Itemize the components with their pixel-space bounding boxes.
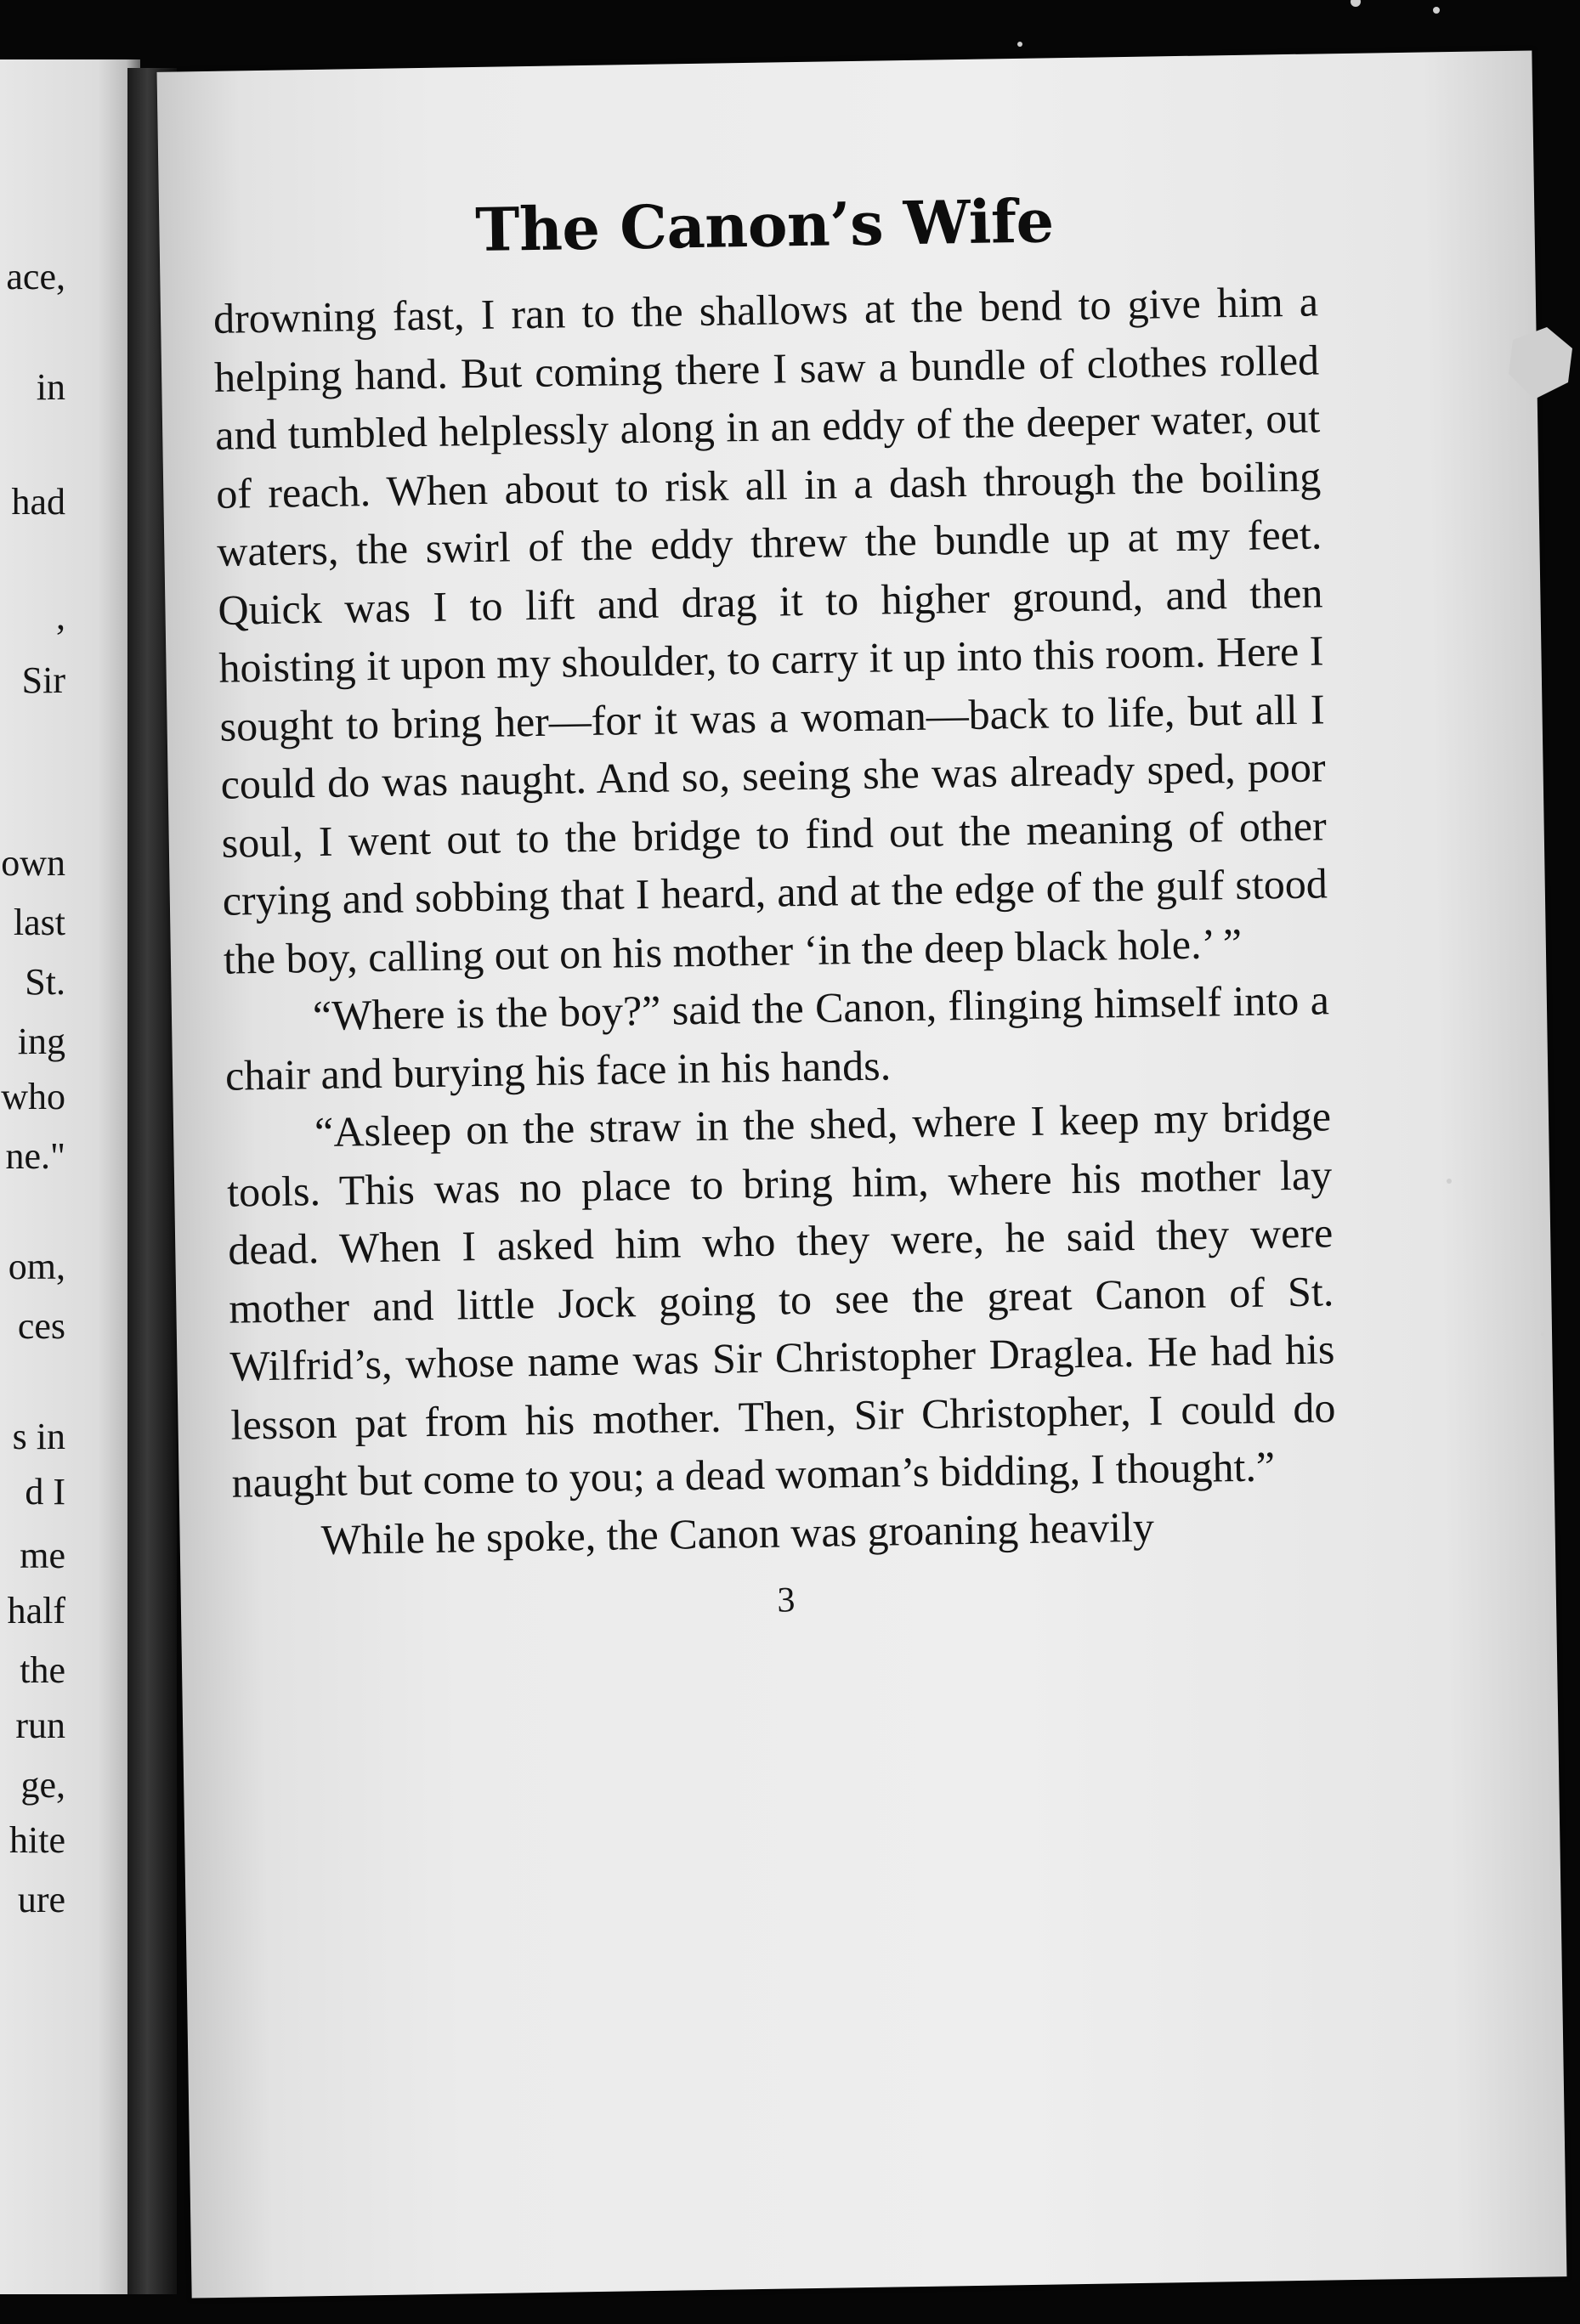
previous-page-fragment: d I <box>25 1471 65 1513</box>
dust-speck <box>1017 42 1022 47</box>
previous-page-fragment: ge, <box>20 1764 65 1806</box>
book-page <box>157 50 1567 2298</box>
previous-page-fragment: last <box>13 902 65 943</box>
previous-page-fragment: ure <box>17 1879 65 1920</box>
previous-page-fragment: who <box>1 1076 65 1117</box>
body-text <box>213 272 1339 1569</box>
paragraph: “Asleep on the straw in the shed, where I keep my bridge tools. This was no place to bring him, where his mother lay dead. When I asked him who they were, he said they were mother and little Jock going to see the great Canon of St. Wilfrid’s, whose name was Sir Christopher Draglea. He had his lesson pat from his mother. Then, Sir Christopher, I could do naught but come to you; a dead woman’s bidding, I thought.” <box>226 1092 1336 1507</box>
previous-page-fragment: ces <box>17 1305 65 1347</box>
previous-page-fragment: me <box>20 1535 65 1576</box>
previous-page-fragment: the <box>20 1649 65 1691</box>
previous-page-fragment: s in <box>12 1416 65 1457</box>
previous-page-fragment: half <box>7 1590 65 1631</box>
previous-page-fragment: om, <box>8 1246 65 1287</box>
previous-page-fragment: Sir <box>21 659 65 701</box>
paragraph: drowning fast, I ran to the shallows at the bend to give him a helping hand. But coming there I saw a bundle of clothes rolled and tumbled helplessly along in an eddy of the deeper water, out of reach. When about to risk all in a dash through the boiling waters, the swirl of the eddy threw the bundle up at my feet. Quick was I to lift and drag it to higher ground, and then hoisting it upon my shoulder, to carry it up into this room. Here I sought to bring her—for it was a woman—back to life, but all I could do was naught. And so, seeing she was already sped, poor soul, I went out to the bridge to find out the meaning of other crying and sobbing that I heard, and at the edge of the gulf stood the boy, calling out on his mother ‘in the deep black hole.’ ” <box>212 277 1328 983</box>
paragraph: While he spoke, the Canon was groaning heavily <box>320 1502 1155 1563</box>
previous-page-fragment: St. <box>25 961 65 1003</box>
dust-speck <box>1351 0 1361 7</box>
previous-page-fragment: ne." <box>5 1135 65 1177</box>
previous-page-fragment: ing <box>17 1021 65 1062</box>
previous-page-fragment: hite <box>9 1819 65 1861</box>
page-content <box>212 181 1339 1629</box>
previous-page-edge <box>0 59 140 2294</box>
page-number: 3 <box>777 1580 796 1620</box>
previous-page-fragment: in <box>36 366 65 408</box>
previous-page-fragment: ace, <box>6 256 65 297</box>
previous-page-fragment: had <box>11 481 65 523</box>
previous-page-fragment: own <box>1 842 65 884</box>
previous-page-fragment: , <box>56 596 65 637</box>
dust-speck <box>1433 7 1440 14</box>
previous-page-fragment: run <box>15 1705 65 1746</box>
paragraph: “Where is the boy?” said the Canon, flinging himself into a chair and burying his face in his hands. <box>224 975 1330 1100</box>
running-head: The Canon’s Wife <box>474 185 1055 265</box>
